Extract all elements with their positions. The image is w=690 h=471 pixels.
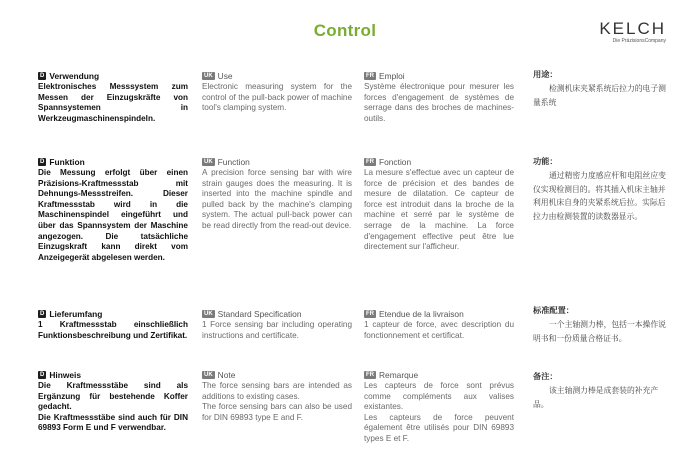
section-heading: 功能： <box>533 156 558 166</box>
section-text: Elektronisches Messsystem zum Messen der Einzugskräfte von Spannsystemen in Werkzeugmaschinenspindeln. <box>38 82 188 123</box>
lang-tag-uk: UK <box>204 311 213 317</box>
lang-tag-fr: FR <box>366 372 374 378</box>
uk-section-use <box>202 71 352 114</box>
section-text: The force sensing bars can also be used for DIN 69893 type E and F. <box>202 402 352 422</box>
kelch-logo <box>592 20 666 44</box>
lang-tag-uk: UK <box>204 159 213 165</box>
section-heading: Note <box>217 370 236 380</box>
lang-tag-de: D <box>40 311 45 317</box>
lang-tag-de: D <box>40 159 45 165</box>
section-heading: Funktion <box>49 157 85 167</box>
section-heading: Fonction <box>379 157 412 167</box>
section-text: La mesure s'effectue avec un capteur de force de précision et des bandes de mesure de dilatation. Ce capteur de force est introduit dans la broche de la machine et serré par le système de serrage de la machine. La force d'engagement effective peut être lue directement sur l'afficheur. <box>364 168 514 252</box>
section-heading: 标准配置： <box>533 305 574 315</box>
lang-tag-uk: UK <box>204 73 213 79</box>
de-section-note <box>38 370 188 434</box>
lang-tag-de: D <box>40 73 45 79</box>
section-text: 该主轴测力棒是成套装的补充产品。 <box>533 386 659 409</box>
cn-section-specification <box>533 305 673 345</box>
uk-section-note <box>202 370 352 423</box>
section-text: Les capteurs de force peuvent également être utilisés pour DIN 69893 types E et F. <box>364 412 514 443</box>
lang-tag-fr: FR <box>366 73 374 79</box>
section-text: 1 capteur de force, avec description du fonctionnement et certificat. <box>364 320 514 340</box>
uk-section-function <box>202 157 352 232</box>
section-text: Die Kraftmessstäbe sind auch für DIN 69893 Form E und F verwendbar. <box>38 412 188 433</box>
cn-section-function <box>533 156 673 223</box>
section-text: Système électronique pour mesurer les forces d'engagement de systèmes de serrage dans des broches de machines-outils. <box>364 82 514 123</box>
lang-tag-fr: FR <box>366 311 374 317</box>
section-heading: Function <box>217 157 250 167</box>
logo-subtitle: Die PräzisionsCompany <box>612 38 666 44</box>
cn-section-use <box>533 69 673 109</box>
lang-tag-fr: FR <box>366 159 374 165</box>
fr-section-delivery <box>364 309 514 341</box>
section-heading: 用途： <box>533 69 558 79</box>
section-heading: Verwendung <box>49 71 100 81</box>
logo-wordmark: KELCH <box>599 19 666 38</box>
section-heading: Use <box>217 71 233 81</box>
section-text: 通过精密力度感应杆和电阻丝应变仪实现检测目的。将其插入机床主轴并利用机床自身的夹紧系统后拉。实际后拉力由检测装置的读数器显示。 <box>533 171 666 221</box>
section-text: 一个主轴测力棒，包括一本操作说明书和一份质量合格证书。 <box>533 320 666 343</box>
fr-section-use <box>364 71 514 124</box>
section-heading: Lieferumfang <box>49 309 103 319</box>
de-section-function <box>38 157 188 263</box>
section-text: Les capteurs de force sont prévus comme compléments aux valises existantes. <box>364 381 514 412</box>
section-text: Die Messung erfolgt über einen Präzisions-Kraftmessstab mit Dehnungs-Messstreifen. Dieser Kraftmessstab wird in die Maschinenspindel eingeführt und über das Spannsystem der Maschine angezogen. Die tatsächliche Einzugskraft kann direkt vom Anzeigegerät abgelesen werden. <box>38 168 188 262</box>
section-text: The force sensing bars are intended as additions to existing cases. <box>202 381 352 401</box>
lang-tag-uk: UK <box>204 372 213 378</box>
section-text: A precision force sensing bar with wire strain gauges does the measuring. It is inserted into the machine spindle and pulled back by the machine's clamping system. The actual pull-back power can be read directly from the read-out device. <box>202 168 352 230</box>
section-heading: 备注： <box>533 371 558 381</box>
section-heading: Etendue de la livraison <box>379 309 464 319</box>
de-section-use <box>38 71 188 124</box>
lang-tag-de: D <box>40 372 45 378</box>
section-text: 检测机床夹紧系统后拉力的电子测量系统 <box>533 84 666 107</box>
fr-section-note <box>364 370 514 445</box>
uk-section-specification <box>202 309 352 341</box>
page-title: Control <box>313 21 377 40</box>
cn-section-note <box>533 371 673 411</box>
section-heading: Emploi <box>379 71 405 81</box>
de-section-delivery <box>38 309 188 341</box>
section-text: Electronic measuring system for the control of the pull-back power of machine tool's clamping system. <box>202 82 352 113</box>
section-text: 1 Kraftmessstab einschließlich Funktionsbeschreibung und Zertifikat. <box>38 320 188 340</box>
section-heading: Hinweis <box>49 370 81 380</box>
section-text: 1 Force sensing bar including operating instructions and certificate. <box>202 320 352 340</box>
section-heading: Remarque <box>379 370 419 380</box>
section-text: Die Kraftmessstäbe sind als Ergänzung für bestehende Koffer gedacht. <box>38 381 188 412</box>
section-heading: Standard Specification <box>217 309 302 319</box>
fr-section-function <box>364 157 514 253</box>
